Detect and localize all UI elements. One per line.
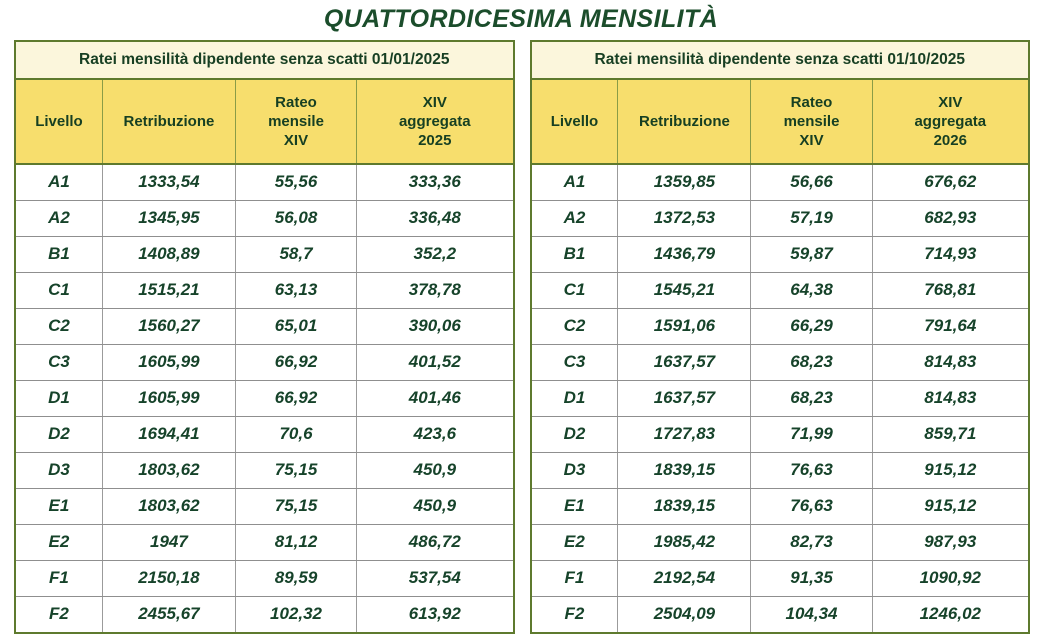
cell-livello: C1 <box>16 272 102 308</box>
cell-xiv-aggregata: 915,12 <box>872 452 1028 488</box>
table-card-2 <box>530 40 1031 634</box>
cell-livello: F2 <box>532 596 618 632</box>
column-header-livello <box>532 80 618 164</box>
cell-retribuzione: 1359,85 <box>618 164 751 200</box>
cell-retribuzione: 1560,27 <box>102 308 235 344</box>
cell-rateo-mensile-xiv: 82,73 <box>751 524 872 560</box>
cell-livello: D3 <box>16 452 102 488</box>
cell-xiv-aggregata: 537,54 <box>357 560 513 596</box>
cell-retribuzione: 2504,09 <box>618 596 751 632</box>
cell-xiv-aggregata: 450,9 <box>357 488 513 524</box>
cell-livello: C2 <box>532 308 618 344</box>
table-row <box>532 200 1029 236</box>
cell-retribuzione: 1803,62 <box>102 452 235 488</box>
table-row <box>16 524 513 560</box>
cell-retribuzione: 1985,42 <box>618 524 751 560</box>
cell-rateo-mensile-xiv: 102,32 <box>235 596 356 632</box>
cell-livello: D1 <box>16 380 102 416</box>
cell-rateo-mensile-xiv: 65,01 <box>235 308 356 344</box>
cell-livello: E1 <box>532 488 618 524</box>
cell-livello: C3 <box>532 344 618 380</box>
cell-xiv-aggregata: 676,62 <box>872 164 1028 200</box>
cell-retribuzione: 1372,53 <box>618 200 751 236</box>
column-header-line: Livello <box>35 113 83 130</box>
cell-livello: D3 <box>532 452 618 488</box>
cell-xiv-aggregata: 401,46 <box>357 380 513 416</box>
cell-xiv-aggregata: 1246,02 <box>872 596 1028 632</box>
cell-livello: B1 <box>532 236 618 272</box>
cell-livello: F1 <box>16 560 102 596</box>
cell-retribuzione: 1333,54 <box>102 164 235 200</box>
tables-container <box>0 36 1042 634</box>
cell-livello: F2 <box>16 596 102 632</box>
table-row <box>16 452 513 488</box>
cell-xiv-aggregata: 714,93 <box>872 236 1028 272</box>
cell-retribuzione: 1637,57 <box>618 380 751 416</box>
cell-xiv-aggregata: 791,64 <box>872 308 1028 344</box>
table-row <box>532 380 1029 416</box>
cell-retribuzione: 1694,41 <box>102 416 235 452</box>
table-row <box>16 560 513 596</box>
table-row <box>16 344 513 380</box>
table-row <box>532 308 1029 344</box>
column-header-line: 2025 <box>418 132 452 149</box>
cell-livello: C3 <box>16 344 102 380</box>
cell-rateo-mensile-xiv: 71,99 <box>751 416 872 452</box>
cell-xiv-aggregata: 814,83 <box>872 380 1028 416</box>
cell-rateo-mensile-xiv: 68,23 <box>751 344 872 380</box>
table-row <box>532 488 1029 524</box>
cell-retribuzione: 2192,54 <box>618 560 751 596</box>
cell-retribuzione: 1605,99 <box>102 380 235 416</box>
cell-xiv-aggregata: 333,36 <box>357 164 513 200</box>
column-header-xiv-aggregata <box>357 80 513 164</box>
cell-xiv-aggregata: 352,2 <box>357 236 513 272</box>
cell-rateo-mensile-xiv: 89,59 <box>235 560 356 596</box>
page-title: QUATTORDICESIMA MENSILITÀ <box>323 5 719 33</box>
cell-livello: E2 <box>532 524 618 560</box>
cell-retribuzione: 1591,06 <box>618 308 751 344</box>
cell-rateo-mensile-xiv: 66,29 <box>751 308 872 344</box>
column-header-line: aggregata <box>398 113 471 130</box>
cell-rateo-mensile-xiv: 75,15 <box>235 488 356 524</box>
cell-xiv-aggregata: 336,48 <box>357 200 513 236</box>
cell-retribuzione: 1947 <box>102 524 235 560</box>
column-header-line: aggregata <box>914 113 987 130</box>
column-header-line: mensile <box>783 113 840 130</box>
cell-retribuzione: 2455,67 <box>102 596 235 632</box>
cell-rateo-mensile-xiv: 59,87 <box>751 236 872 272</box>
ratei-table <box>532 80 1029 632</box>
cell-rateo-mensile-xiv: 56,66 <box>751 164 872 200</box>
column-header-line: XIV <box>422 94 447 111</box>
cell-xiv-aggregata: 1090,92 <box>872 560 1028 596</box>
ratei-table <box>16 80 513 632</box>
cell-livello: D2 <box>532 416 618 452</box>
cell-retribuzione: 1408,89 <box>102 236 235 272</box>
cell-rateo-mensile-xiv: 76,63 <box>751 488 872 524</box>
cell-rateo-mensile-xiv: 66,92 <box>235 380 356 416</box>
cell-livello: A1 <box>16 164 102 200</box>
table-row <box>532 164 1029 200</box>
cell-rateo-mensile-xiv: 64,38 <box>751 272 872 308</box>
table-row <box>16 236 513 272</box>
table-row <box>16 488 513 524</box>
table-row <box>532 560 1029 596</box>
table-header-row <box>532 80 1029 164</box>
cell-rateo-mensile-xiv: 56,08 <box>235 200 356 236</box>
cell-retribuzione: 1637,57 <box>618 344 751 380</box>
column-header-line: mensile <box>268 113 324 130</box>
cell-livello: F1 <box>532 560 618 596</box>
cell-rateo-mensile-xiv: 58,7 <box>235 236 356 272</box>
cell-xiv-aggregata: 682,93 <box>872 200 1028 236</box>
table-card-1 <box>14 40 515 634</box>
table-row <box>532 416 1029 452</box>
cell-xiv-aggregata: 450,9 <box>357 452 513 488</box>
column-header-livello <box>16 80 102 164</box>
column-header-rateo-mensile-xiv <box>235 80 356 164</box>
column-header-line: Livello <box>550 113 599 130</box>
table-caption: Ratei mensilità dipendente senza scatti 01/01/2025 <box>16 42 513 80</box>
column-header-line: XIV <box>799 132 824 149</box>
cell-livello: E1 <box>16 488 102 524</box>
cell-livello: C2 <box>16 308 102 344</box>
column-header-line: Rateo <box>790 94 833 111</box>
cell-livello: A2 <box>532 200 618 236</box>
column-header-xiv-aggregata <box>872 80 1028 164</box>
cell-retribuzione: 1436,79 <box>618 236 751 272</box>
table-row <box>16 416 513 452</box>
cell-rateo-mensile-xiv: 104,34 <box>751 596 872 632</box>
table-row <box>532 524 1029 560</box>
cell-rateo-mensile-xiv: 75,15 <box>235 452 356 488</box>
column-header-line: XIV <box>283 132 309 149</box>
cell-rateo-mensile-xiv: 66,92 <box>235 344 356 380</box>
table-row <box>532 344 1029 380</box>
cell-retribuzione: 1803,62 <box>102 488 235 524</box>
cell-rateo-mensile-xiv: 70,6 <box>235 416 356 452</box>
cell-xiv-aggregata: 814,83 <box>872 344 1028 380</box>
cell-xiv-aggregata: 378,78 <box>357 272 513 308</box>
column-header-rateo-mensile-xiv <box>751 80 872 164</box>
table-row <box>16 596 513 632</box>
table-row <box>532 272 1029 308</box>
cell-retribuzione: 1515,21 <box>102 272 235 308</box>
column-header-retribuzione <box>102 80 235 164</box>
cell-xiv-aggregata: 613,92 <box>357 596 513 632</box>
cell-xiv-aggregata: 486,72 <box>357 524 513 560</box>
cell-retribuzione: 1839,15 <box>618 488 751 524</box>
cell-retribuzione: 1839,15 <box>618 452 751 488</box>
column-header-retribuzione <box>618 80 751 164</box>
cell-rateo-mensile-xiv: 55,56 <box>235 164 356 200</box>
table-header-row <box>16 80 513 164</box>
table-row <box>16 272 513 308</box>
cell-livello: A1 <box>532 164 618 200</box>
cell-xiv-aggregata: 390,06 <box>357 308 513 344</box>
column-header-line: XIV <box>938 94 963 111</box>
cell-xiv-aggregata: 915,12 <box>872 488 1028 524</box>
table-row <box>16 164 513 200</box>
cell-xiv-aggregata: 768,81 <box>872 272 1028 308</box>
table-row <box>16 380 513 416</box>
cell-retribuzione: 1605,99 <box>102 344 235 380</box>
cell-livello: B1 <box>16 236 102 272</box>
column-header-line: Retribuzione <box>638 113 730 130</box>
cell-retribuzione: 1345,95 <box>102 200 235 236</box>
cell-xiv-aggregata: 423,6 <box>357 416 513 452</box>
table-caption: Ratei mensilità dipendente senza scatti 01/10/2025 <box>532 42 1029 80</box>
table-row <box>16 200 513 236</box>
cell-rateo-mensile-xiv: 63,13 <box>235 272 356 308</box>
table-row <box>532 596 1029 632</box>
cell-livello: E2 <box>16 524 102 560</box>
cell-livello: D2 <box>16 416 102 452</box>
cell-rateo-mensile-xiv: 91,35 <box>751 560 872 596</box>
cell-xiv-aggregata: 401,52 <box>357 344 513 380</box>
table-row <box>16 308 513 344</box>
column-header-line: Retribuzione <box>123 113 215 130</box>
cell-rateo-mensile-xiv: 68,23 <box>751 380 872 416</box>
cell-xiv-aggregata: 987,93 <box>872 524 1028 560</box>
cell-livello: D1 <box>532 380 618 416</box>
column-header-line: Rateo <box>275 94 317 111</box>
cell-rateo-mensile-xiv: 57,19 <box>751 200 872 236</box>
cell-rateo-mensile-xiv: 81,12 <box>235 524 356 560</box>
cell-livello: C1 <box>532 272 618 308</box>
table-row <box>532 452 1029 488</box>
column-header-line: 2026 <box>933 132 967 149</box>
cell-livello: A2 <box>16 200 102 236</box>
cell-retribuzione: 1727,83 <box>618 416 751 452</box>
cell-retribuzione: 2150,18 <box>102 560 235 596</box>
table-row <box>532 236 1029 272</box>
cell-xiv-aggregata: 859,71 <box>872 416 1028 452</box>
cell-rateo-mensile-xiv: 76,63 <box>751 452 872 488</box>
cell-retribuzione: 1545,21 <box>618 272 751 308</box>
